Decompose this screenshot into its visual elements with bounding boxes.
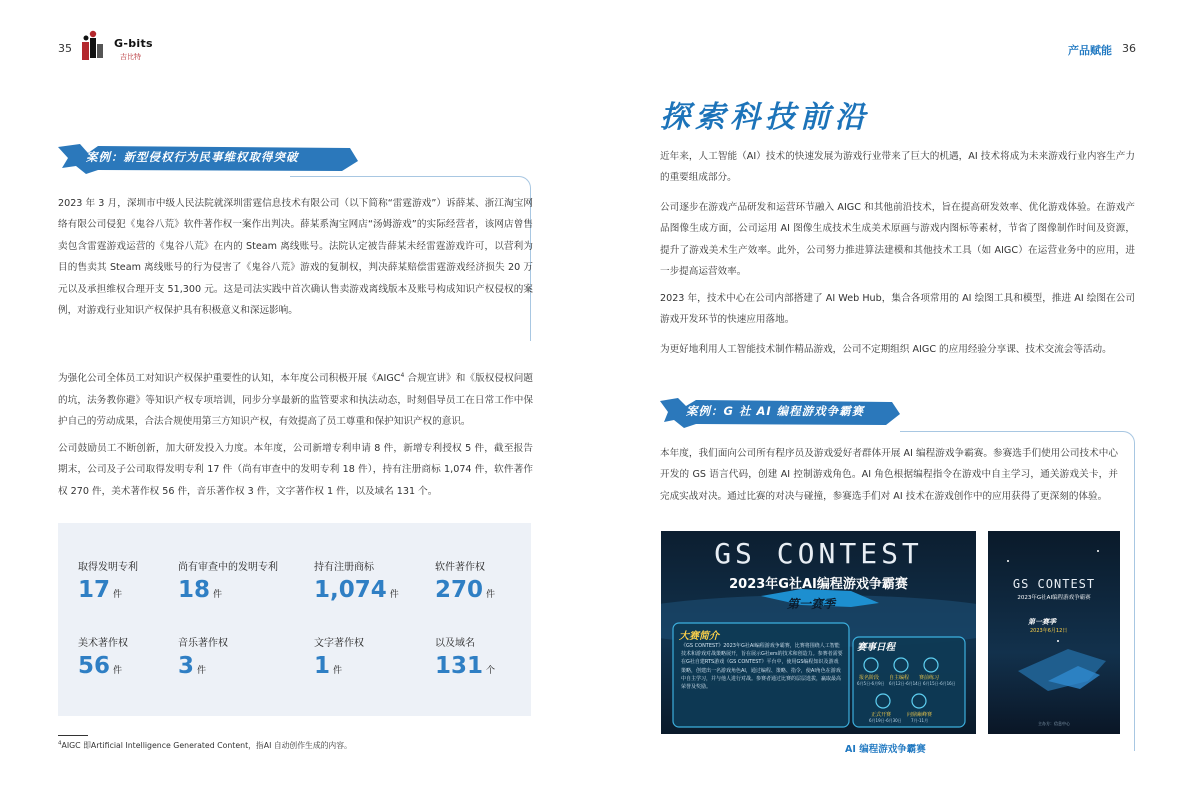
contest-poster-small: [988, 531, 1120, 734]
stat-item: [178, 558, 278, 603]
logo-text: G-bits: [114, 37, 153, 50]
stat-item: [78, 634, 128, 679]
poster-stage: 问鼎巅峰赛: [907, 712, 933, 718]
stat-label: 文字著作权: [314, 638, 364, 649]
gbits-logo-icon: [80, 30, 112, 62]
poster-title: 2023年G社AI编程游戏争霸赛: [729, 577, 908, 592]
contest-poster-main: [661, 531, 976, 734]
stat-label: 音乐著作权: [178, 638, 228, 649]
case-banner-right: [660, 395, 900, 429]
poster-small-date: 2023年6月12日: [1030, 628, 1068, 634]
poster-date: 6月15日-6月16日: [923, 681, 956, 686]
case-banner-left: [58, 141, 358, 175]
stat-value: 270 件: [435, 577, 496, 603]
poster-stage: 正式开赛: [871, 712, 892, 718]
company-logo: [80, 30, 160, 64]
stat-value: 56 件: [78, 653, 123, 679]
case-banner-left-text: 案例：新型侵权行为民事维权取得突破: [86, 150, 299, 164]
logo-subtext: 吉比特: [120, 53, 141, 61]
stat-value: 131 个: [435, 653, 496, 679]
aigc-sharing-paragraph: 为更好地利用人工智能技术制作精品游戏，公司不定期组织 AIGC 的应用经验分享课、技术交流会等活动。: [660, 344, 1112, 355]
stat-item: [78, 558, 138, 603]
stat-item: [314, 558, 399, 603]
case-text-left: 2023 年 3 月，深圳市中级人民法院就深圳雷霆信息技术有限公司（以下简称“雷霆游戏”）诉薛某、浙江淘宝网络有限公司侵犯《鬼谷八荒》软件著作权一案作出判决。薛某系淘宝网店“汤姆游戏”的实际经营者，该网店曾售卖包含雷霆游戏运营的《鬼谷八荒》在内的 Steam 离线账号。法院认定被告薛某未经雷霆游戏许可，以营利为目的售卖其 Steam 离线账号的行为侵害了《鬼谷八荒》游戏的复制权，判决薛某赔偿雷霆游戏经济损失 20 万元以及承担维权合理开支 51,300 元。这是司法实践中首次确认售卖游戏离线版本及账号构成知识产权侵权的案例，对游戏行业知识产权保护具有积极意义和深远影响。: [58, 198, 533, 317]
ai-web-hub-paragraph: 2023 年，技术中心在公司内部搭建了 AI Web Hub，集合各项常用的 AI 绘图工具和模型，推进 AI 绘图在公司游戏开发环节的快速应用落地。: [660, 293, 1135, 326]
poster-schedule-title: 赛事日程: [857, 642, 896, 653]
stat-item: [314, 634, 364, 679]
stat-item: [435, 634, 495, 679]
stat-item: [435, 558, 495, 603]
stat-label: 取得发明专利: [78, 562, 138, 573]
poster-date: 6月5日-6月9日: [857, 681, 885, 686]
ip-training-paragraph: [58, 365, 533, 432]
stat-value: 1 件: [314, 653, 343, 679]
stat-value: 1,074 件: [314, 577, 399, 603]
aigc-paragraph: 公司逐步在游戏产品研发和运营环节融入 AIGC 和其他前沿技术，旨在提高研发效率、优化游戏体验。在游戏产品图像生成方面，公司运用 AI 图像生成技术生成美术原画与游戏内图标等素材，节省了图像制作时间及资源，提升了游戏美术生产效率。此外，公司努力推进算法建模和其他技术工具（如 AIGC）在运营业务中的应用，进一步提高运营效率。: [660, 202, 1135, 278]
poster-date: 6月19日-6月30日: [869, 718, 902, 723]
page-number-right: 36: [1122, 42, 1136, 55]
ip-training-text-b: 合规宣讲》和《版权侵权问题的坑，法务教你避》等知识产权专项培训，同步分享最新的监管要求和执法动态，时刻倡导员工在日常工作中保护自己的劳动成果，合法合规使用第三方知识产权，有效提高了员工尊重和保护知识产权的意识。: [58, 373, 533, 427]
page-title: 探索科技前沿: [660, 100, 870, 135]
ip-training-text-a: 为强化公司全体员工对知识产权保护重要性的认知，本年度公司积极开展《AIGC: [58, 373, 401, 385]
case-text-right: 本年度，我们面向公司所有程序员及游戏爱好者群体开展 AI 编程游戏争霸赛。参赛选手们使用公司技术中心开发的 GS 语言代码，创建 AI 控制游戏角色。AI 角色根据编程指令在游戏中自主学习，通关游戏关卡，并完成实战对决。通过比赛的对决与碰撞，参赛选手们对 AI 技术在游戏创作中的应用获得了更深刻的体验。: [660, 448, 1118, 502]
stat-label: 软件著作权: [435, 562, 485, 573]
poster-season: 第一赛季: [787, 597, 836, 611]
poster-stage: 自主编程: [889, 675, 910, 681]
section-label: 产品赋能: [1068, 44, 1112, 57]
poster-date: 6月12日-6月14日: [889, 681, 922, 686]
ip-training-sup: 4: [400, 372, 405, 379]
poster-caption: AI 编程游戏争霸赛: [845, 744, 926, 755]
ip-stats-panel: [58, 523, 531, 716]
poster-logo: GS CONTEST: [714, 537, 923, 570]
poster-small-logo: GS CONTEST: [1012, 577, 1096, 591]
patent-paragraph: 公司鼓励员工不断创新，加大研发投入力度。本年度，公司新增专利申请 8 件，新增专利授权 5 件，截至报告期末，公司及子公司取得发明专利 17 件（尚有审查中的发明专利 18 件），持有注册商标 1,074 件，软件著作权 270 件，美术著作权 56 件，音乐著作权 3 件，文字著作权 1 件，以及域名 131 个。: [58, 443, 533, 497]
ai-intro-paragraph: 近年来，人工智能（AI）技术的快速发展为游戏行业带来了巨大的机遇，AI 技术将成为未来游戏行业内容生产力的重要组成部分。: [660, 151, 1135, 184]
poster-small-season: 第一赛季: [1028, 618, 1056, 626]
footnote: $^4$AIGC 即Artificial Intelligence Generated Content，指AI 自动创作生成的内容。: [58, 740, 352, 750]
stat-value: 3 件: [178, 653, 207, 679]
poster-stage: 赛前练习: [919, 675, 940, 681]
case-banner-right-text: 案例：G 社 AI 编程游戏争霸赛: [686, 404, 865, 418]
poster-small-title: 2023年G社AI编程游戏争霸赛: [1017, 595, 1091, 601]
stat-value: 18 件: [178, 577, 223, 603]
footnote-divider: [58, 735, 88, 736]
page-number-left: 35: [58, 42, 72, 55]
stat-label: 美术著作权: [78, 638, 128, 649]
stat-label: 以及域名: [435, 638, 475, 649]
poster-stage: 报名阶段: [859, 675, 880, 681]
poster-intro-title: 大赛简介: [679, 631, 719, 642]
poster-date: 7月-11月: [911, 718, 929, 723]
poster-small-footer: 主办方：信息中心: [1038, 721, 1070, 726]
poster-intro: 《GS CONTEST》2023年G社AI编程游戏争霸赛，比赛将围绕人工智能技术和游戏对战策略展开，旨在展示G社ers的技术和创造力。参赛者需要在G社自建RTS游戏《GS CONTEST》平台中，使用GS编程知识及游戏策略，创建出一名游戏角色AI，通过编程、策略、指令，使AI角色在游戏中自主学习，并与他人进行对战。参赛者通过比赛的层层选拔，赢取最高荣誉及奖励。: [681, 643, 843, 691]
stat-item: [178, 634, 228, 679]
stat-label: 持有注册商标: [314, 562, 374, 573]
stat-value: 17 件: [78, 577, 123, 603]
stat-label: 尚有审查中的发明专利: [178, 562, 278, 573]
